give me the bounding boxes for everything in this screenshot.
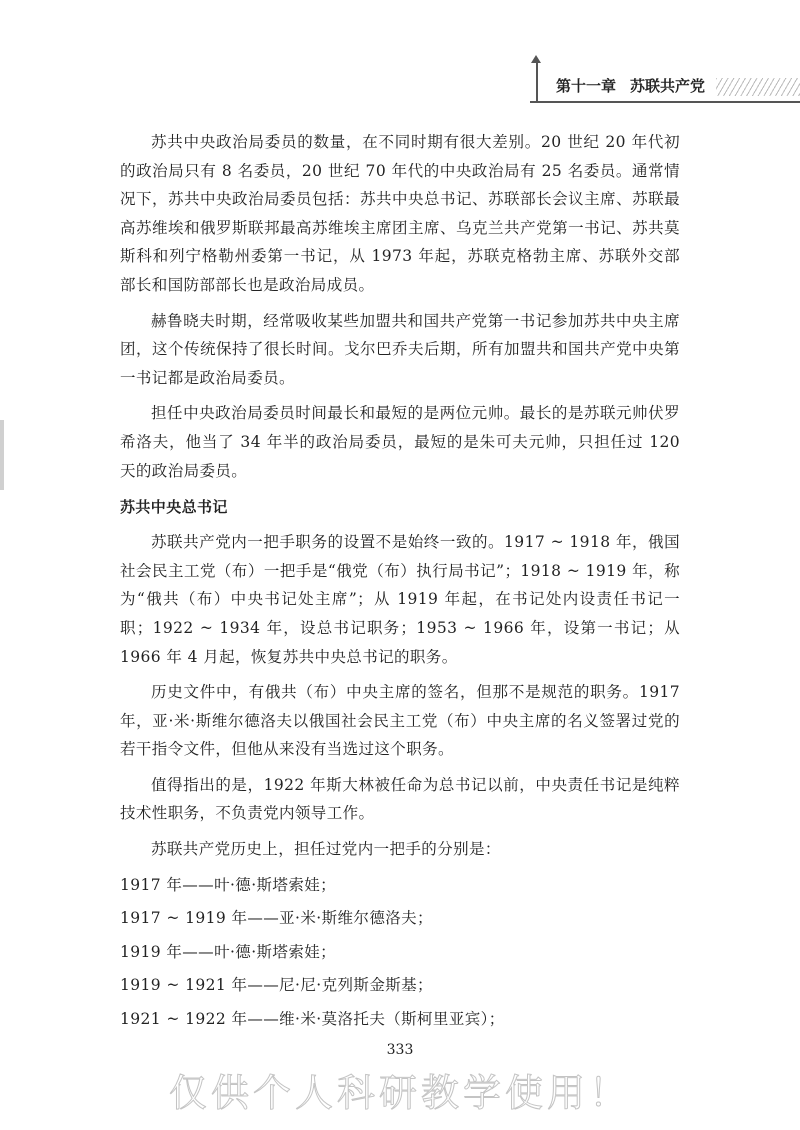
header-title — [556, 75, 705, 97]
page-number: 333 — [386, 1042, 414, 1058]
paragraph: 担任中央政治局委员时间最长和最短的是两位元帅。最长的是苏联元帅伏罗希洛夫，他当了 34 年半的政治局委员，最短的是朱可夫元帅，只担任过 120 天的政治局委员。 — [120, 404, 680, 480]
paragraph: 历史文件中，有俄共（布）中央主席的签名，但那不是规范的职务。1917 年，亚·米·斯维尔德洛夫以俄国社会民主工党（布）中央主席的名义签署过党的若干指令文件，但他从来没有当选过这个职务。 — [120, 683, 680, 759]
paragraph: 苏共中央政治局委员的数量，在不同时期有很大差别。20 世纪 20 年代初的政治局只有 8 名委员，20 世纪 70 年代的中央政治局有 25 名委员。通常情况下，苏共中央政治局委员包括：苏共中央总书记、苏联部长会议主席、苏联最高苏维埃和俄罗斯联邦最高苏维埃主席团主席、乌克兰共产党第一书记、苏共莫斯科和列宁格勒州委第一书记，从 1973 年起，苏联克格勃主席、苏联外交部部长和国防部部长也是政治局成员。 — [120, 133, 680, 294]
section-heading: 苏共中央总书记 — [120, 498, 228, 517]
header-hatch-decoration — [716, 78, 800, 96]
list-item: 1917 ~ 1919 年——亚·米·斯维尔德洛夫； — [120, 909, 433, 928]
chapter-title: 苏联共产党 — [630, 77, 706, 95]
paragraph: 苏联共产党内一把手职务的设置不是始终一致的。1917 ~ 1918 年，俄国社会民主工党（布）一把手是“俄党（布）执行局书记”；1918 ~ 1919 年，称为“俄共（布）中央书记处主席”；从 1919 年起，在书记处内设责任书记一职；1922 ~ 1934 年，设总书记职务；1953 ~ 1966 年，设第一书记；从 1966 年 4 月起，恢复苏共中央总书记的职务。 — [120, 533, 680, 666]
list-item: 1921 ~ 1922 年——维·米·莫洛托夫（斯柯里亚宾）； — [120, 1010, 505, 1029]
list-item: 1919 年——叶·德·斯塔索娃； — [120, 942, 337, 961]
paragraph: 值得指出的是，1922 年斯大林被任命为总书记以前，中央责任书记是纯粹技术性职务，不负责党内领导工作。 — [120, 775, 680, 823]
header-rule — [530, 101, 800, 103]
paragraph: 赫鲁晓夫时期，经常吸收某些加盟共和国共产党第一书记参加苏共中央主席团，这个传统保持了很长时间。戈尔巴乔夫后期，所有加盟共和国共产党中央第一书记都是政治局委员。 — [120, 311, 680, 387]
watermark: 仅供个人科研教学使用！ — [168, 1071, 631, 1115]
list-item: 1917 年——叶·德·斯塔索娃； — [120, 875, 337, 894]
leader-list — [120, 871, 680, 1034]
list-item: 1919 ~ 1921 年——尼·尼·克列斯金斯基； — [120, 976, 433, 995]
page-body — [120, 128, 680, 1039]
header-vertical-rule — [536, 62, 538, 102]
page-edge-shadow — [0, 420, 4, 490]
paragraph: 苏联共产党历史上，担任过党内一把手的分别是： — [151, 840, 501, 859]
chapter-label: 第十一章 — [556, 77, 617, 95]
